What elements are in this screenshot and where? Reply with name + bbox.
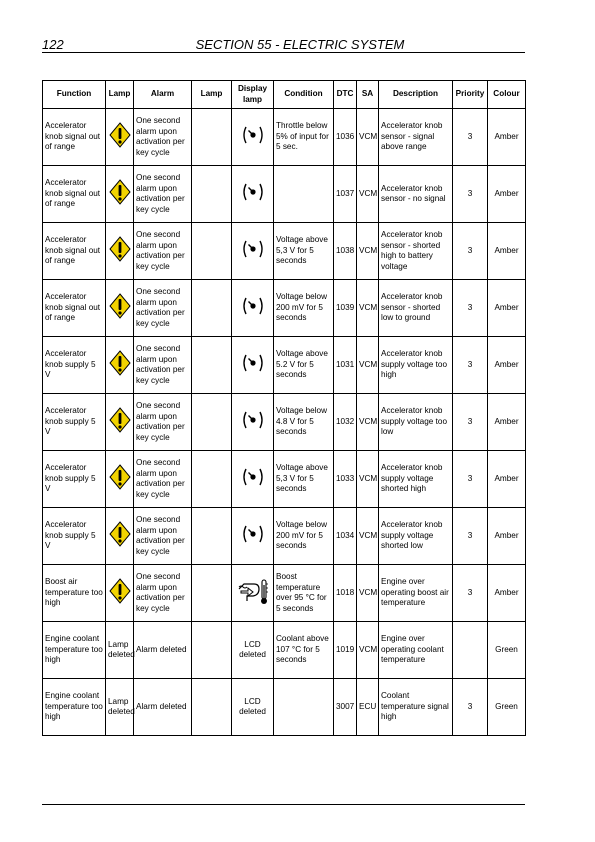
description-cell: Accelerator knob supply voltage shorted high (379, 451, 453, 508)
display-lamp-cell (232, 451, 274, 508)
dtc-cell: 1033 (334, 451, 357, 508)
table-row (43, 280, 526, 337)
display-lamp-cell: LCD deleted (232, 622, 274, 679)
lamp-2-cell (192, 109, 232, 166)
description-cell: Accelerator knob sensor - shorted high to battery voltage (379, 223, 453, 280)
warning-triangle-icon (108, 407, 131, 437)
alarm-cell: Alarm deleted (134, 622, 192, 679)
alarm-cell: One second alarm upon activation per key cycle (134, 280, 192, 337)
boost-temperature-icon (234, 575, 271, 611)
description-cell: Accelerator knob sensor - signal above range (379, 109, 453, 166)
lamp-cell (106, 394, 134, 451)
function-cell: Accelerator knob supply 5 V (43, 508, 106, 565)
sa-cell: VCM (357, 565, 379, 622)
function-cell: Accelerator knob signal out of range (43, 280, 106, 337)
knob-icon (234, 124, 271, 150)
condition-cell: Boost temperature over 95 °C for 5 seconds (274, 565, 334, 622)
display-lamp-cell: LCD deleted (232, 679, 274, 736)
description-cell: Accelerator knob supply voltage too high (379, 337, 453, 394)
condition-cell: Voltage above 5,3 V for 5 seconds (274, 451, 334, 508)
priority-cell: 3 (453, 451, 488, 508)
colour-cell: Green (488, 622, 526, 679)
column-header-alarm: Alarm (134, 81, 192, 109)
priority-cell: 3 (453, 280, 488, 337)
function-cell: Accelerator knob signal out of range (43, 223, 106, 280)
description-cell: Accelerator knob supply voltage too low (379, 394, 453, 451)
alarm-cell: One second alarm upon activation per key cycle (134, 508, 192, 565)
page-number: 122 (42, 37, 64, 52)
function-cell: Accelerator knob signal out of range (43, 109, 106, 166)
priority-cell: 3 (453, 565, 488, 622)
table-row (43, 565, 526, 622)
column-header-lamp-2: Lamp (192, 81, 232, 109)
sa-cell: ECU (357, 679, 379, 736)
colour-cell: Amber (488, 508, 526, 565)
colour-cell: Amber (488, 337, 526, 394)
lamp-cell (106, 166, 134, 223)
condition-cell: Voltage below 200 mV for 5 seconds (274, 280, 334, 337)
lamp-2-cell (192, 337, 232, 394)
description-cell: Coolant temperature signal high (379, 679, 453, 736)
colour-cell: Amber (488, 109, 526, 166)
dtc-cell: 1031 (334, 337, 357, 394)
alarm-cell: One second alarm upon activation per key cycle (134, 166, 192, 223)
function-cell: Accelerator knob supply 5 V (43, 337, 106, 394)
knob-icon (234, 181, 271, 207)
colour-cell: Amber (488, 223, 526, 280)
footer-rule (42, 804, 525, 805)
dtc-cell: 1034 (334, 508, 357, 565)
lamp-2-cell (192, 394, 232, 451)
lamp-2-cell (192, 166, 232, 223)
priority-cell (453, 622, 488, 679)
column-header-condition: Condition (274, 81, 334, 109)
dtc-cell: 1018 (334, 565, 357, 622)
dtc-cell: 1039 (334, 280, 357, 337)
warning-triangle-icon (108, 293, 131, 323)
function-cell: Engine coolant temperature too high (43, 622, 106, 679)
dtc-cell: 1019 (334, 622, 357, 679)
condition-cell: Voltage above 5,3 V for 5 seconds (274, 223, 334, 280)
knob-icon (234, 409, 271, 435)
column-header-colour: Colour (488, 81, 526, 109)
table-row (43, 223, 526, 280)
function-cell: Boost air temperature too high (43, 565, 106, 622)
priority-cell: 3 (453, 337, 488, 394)
lamp-cell (106, 223, 134, 280)
description-cell: Engine over operating coolant temperature (379, 622, 453, 679)
warning-triangle-icon (108, 578, 131, 608)
column-header-display-lamp: Display lamp (232, 81, 274, 109)
table-row (43, 508, 526, 565)
priority-cell: 3 (453, 508, 488, 565)
priority-cell: 3 (453, 223, 488, 280)
lamp-2-cell (192, 508, 232, 565)
warning-triangle-icon (108, 122, 131, 152)
display-lamp-cell (232, 565, 274, 622)
display-lamp-cell (232, 394, 274, 451)
dtc-cell: 1037 (334, 166, 357, 223)
sa-cell: VCM (357, 109, 379, 166)
table-row (43, 394, 526, 451)
description-cell: Accelerator knob sensor - shorted low to ground (379, 280, 453, 337)
function-cell: Accelerator knob supply 5 V (43, 394, 106, 451)
column-header-description: Description (379, 81, 453, 109)
knob-icon (234, 295, 271, 321)
display-lamp-cell (232, 337, 274, 394)
lamp-cell (106, 451, 134, 508)
alarm-cell: One second alarm upon activation per key cycle (134, 337, 192, 394)
warning-triangle-icon (108, 464, 131, 494)
lamp-cell (106, 565, 134, 622)
sa-cell: VCM (357, 337, 379, 394)
condition-cell: Voltage below 4.8 V for 5 seconds (274, 394, 334, 451)
knob-icon (234, 238, 271, 264)
lamp-2-cell (192, 223, 232, 280)
lamp-cell (106, 337, 134, 394)
colour-cell: Amber (488, 394, 526, 451)
display-lamp-cell (232, 166, 274, 223)
alarm-cell: One second alarm upon activation per key cycle (134, 394, 192, 451)
priority-cell: 3 (453, 166, 488, 223)
sa-cell: VCM (357, 223, 379, 280)
display-lamp-cell (232, 508, 274, 565)
description-cell: Engine over operating boost air temperature (379, 565, 453, 622)
condition-cell (274, 166, 334, 223)
lamp-2-cell (192, 565, 232, 622)
alarm-cell: One second alarm upon activation per key cycle (134, 223, 192, 280)
dtc-table (42, 80, 526, 736)
colour-cell: Green (488, 679, 526, 736)
alarm-cell: One second alarm upon activation per key cycle (134, 565, 192, 622)
display-lamp-cell (232, 223, 274, 280)
function-cell: Accelerator knob supply 5 V (43, 451, 106, 508)
table-row (43, 622, 526, 679)
condition-cell: Voltage below 200 mV for 5 seconds (274, 508, 334, 565)
column-header-sa: SA (357, 81, 379, 109)
lamp-2-cell (192, 679, 232, 736)
table-row (43, 451, 526, 508)
lamp-cell (106, 280, 134, 337)
sa-cell: VCM (357, 280, 379, 337)
condition-cell: Coolant above 107 °C for 5 seconds (274, 622, 334, 679)
lamp-cell: Lamp deleted (106, 679, 134, 736)
sa-cell: VCM (357, 508, 379, 565)
description-cell: Accelerator knob supply voltage shorted low (379, 508, 453, 565)
priority-cell: 3 (453, 109, 488, 166)
table-row (43, 337, 526, 394)
function-cell: Engine coolant temperature too high (43, 679, 106, 736)
table-row (43, 166, 526, 223)
column-header-function: Function (43, 81, 106, 109)
dtc-cell: 1032 (334, 394, 357, 451)
column-header-lamp: Lamp (106, 81, 134, 109)
display-lamp-cell (232, 280, 274, 337)
warning-triangle-icon (108, 236, 131, 266)
sa-cell: VCM (357, 451, 379, 508)
sa-cell: VCM (357, 394, 379, 451)
knob-icon (234, 466, 271, 492)
condition-cell (274, 679, 334, 736)
sa-cell: VCM (357, 166, 379, 223)
lamp-2-cell (192, 622, 232, 679)
alarm-cell: One second alarm upon activation per key cycle (134, 109, 192, 166)
lamp-2-cell (192, 280, 232, 337)
alarm-cell: One second alarm upon activation per key cycle (134, 451, 192, 508)
table-row (43, 109, 526, 166)
dtc-cell: 1038 (334, 223, 357, 280)
table-row (43, 679, 526, 736)
colour-cell: Amber (488, 166, 526, 223)
dtc-cell: 1036 (334, 109, 357, 166)
lamp-cell: Lamp deleted (106, 622, 134, 679)
lamp-cell (106, 508, 134, 565)
colour-cell: Amber (488, 280, 526, 337)
alarm-cell: Alarm deleted (134, 679, 192, 736)
header-rule (42, 52, 525, 53)
lamp-cell (106, 109, 134, 166)
condition-cell: Voltage above 5.2 V for 5 seconds (274, 337, 334, 394)
warning-triangle-icon (108, 521, 131, 551)
warning-triangle-icon (108, 350, 131, 380)
column-header-priority: Priority (453, 81, 488, 109)
knob-icon (234, 352, 271, 378)
description-cell: Accelerator knob sensor - no signal (379, 166, 453, 223)
display-lamp-cell (232, 109, 274, 166)
colour-cell: Amber (488, 565, 526, 622)
section-title: SECTION 55 - ELECTRIC SYSTEM (195, 37, 405, 52)
column-header-dtc: DTC (334, 81, 357, 109)
priority-cell: 3 (453, 394, 488, 451)
dtc-cell: 3007 (334, 679, 357, 736)
warning-triangle-icon (108, 179, 131, 209)
table-header-row (43, 81, 526, 109)
sa-cell: VCM (357, 622, 379, 679)
lamp-2-cell (192, 451, 232, 508)
priority-cell: 3 (453, 679, 488, 736)
colour-cell: Amber (488, 451, 526, 508)
function-cell: Accelerator knob signal out of range (43, 166, 106, 223)
knob-icon (234, 523, 271, 549)
condition-cell: Throttle below 5% of input for 5 sec. (274, 109, 334, 166)
